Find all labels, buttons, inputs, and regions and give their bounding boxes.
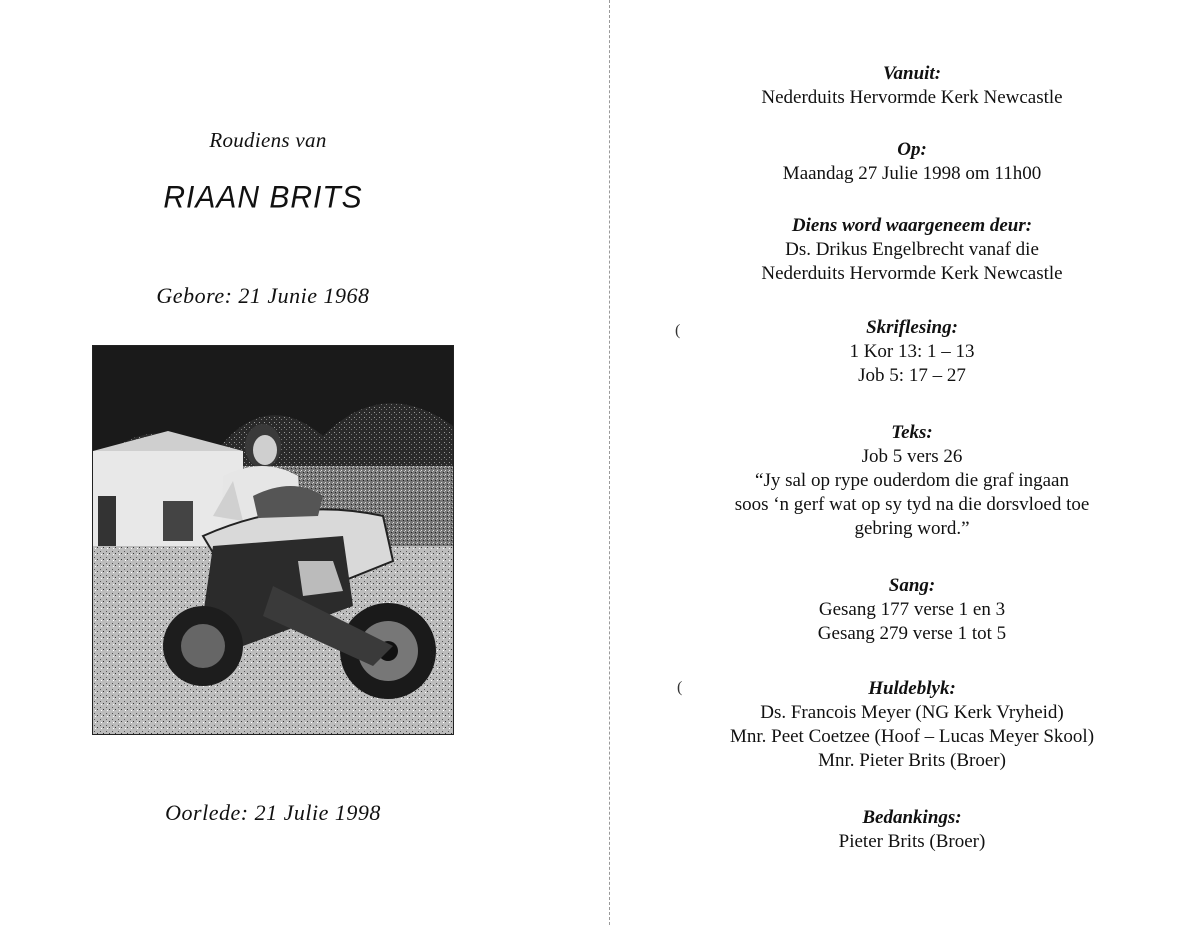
section-bedankings xyxy=(612,806,1200,854)
section-line: gebring word.” xyxy=(854,518,970,539)
section-heading: Op: xyxy=(897,139,927,160)
right-page xyxy=(612,0,1200,925)
section-skriflesing xyxy=(612,316,1200,388)
section-diens xyxy=(612,214,1200,286)
memorial-photo xyxy=(92,345,454,735)
section-line: Ds. Drikus Engelbrecht vanaf die xyxy=(785,239,1039,260)
section-line: Nederduits Hervormde Kerk Newcastle xyxy=(761,87,1063,108)
section-op xyxy=(612,138,1200,186)
section-vanuit xyxy=(612,62,1200,110)
section-line: “Jy sal op rype ouderdom die graf ingaan xyxy=(755,470,1069,491)
section-heading: Bedankings: xyxy=(862,807,962,828)
section-heading: Diens word waargeneem deur: xyxy=(791,215,1033,236)
section-line: Mnr. Pieter Brits (Broer) xyxy=(818,750,1006,771)
section-line: 1 Kor 13: 1 – 13 xyxy=(849,341,975,362)
section-heading: Sang: xyxy=(888,575,936,596)
section-line: Job 5 vers 26 xyxy=(861,446,963,467)
section-line: Maandag 27 Julie 1998 om 11h00 xyxy=(782,163,1042,184)
section-line: Job 5: 17 – 27 xyxy=(858,365,966,386)
section-heading: Teks: xyxy=(891,422,933,443)
section-line: Ds. Francois Meyer (NG Kerk Vryheid) xyxy=(760,702,1064,723)
motorcycle-photo-illustration xyxy=(93,346,453,734)
section-heading: Skriflesing: xyxy=(866,317,958,338)
margin-mark: ( xyxy=(675,322,681,339)
section-line: soos ‘n gerf wat op sy tyd na die dorsvloed toe xyxy=(734,494,1090,515)
section-line: Gesang 177 verse 1 en 3 xyxy=(818,599,1006,620)
death-date: Oorlede: 21 Julie 1998 xyxy=(165,800,381,825)
section-line: Pieter Brits (Broer) xyxy=(838,831,986,852)
section-huldeblyk xyxy=(612,677,1200,773)
section-line: Nederduits Hervormde Kerk Newcastle xyxy=(761,263,1063,284)
section-sang xyxy=(612,574,1200,646)
section-line: Mnr. Peet Coetzee (Hoof – Lucas Meyer Skool) xyxy=(729,726,1095,747)
section-heading: Vanuit: xyxy=(882,63,942,84)
section-heading: Huldeblyk: xyxy=(868,678,956,699)
section-teks xyxy=(612,421,1200,541)
memorial-subtitle: Roudiens van xyxy=(209,128,327,152)
section-line: Gesang 279 verse 1 tot 5 xyxy=(817,623,1007,644)
deceased-name: RIAAN BRITS xyxy=(163,180,363,215)
fold-line xyxy=(609,0,610,925)
margin-mark: ( xyxy=(677,679,683,696)
birth-date: Gebore: 21 Junie 1968 xyxy=(156,283,370,308)
